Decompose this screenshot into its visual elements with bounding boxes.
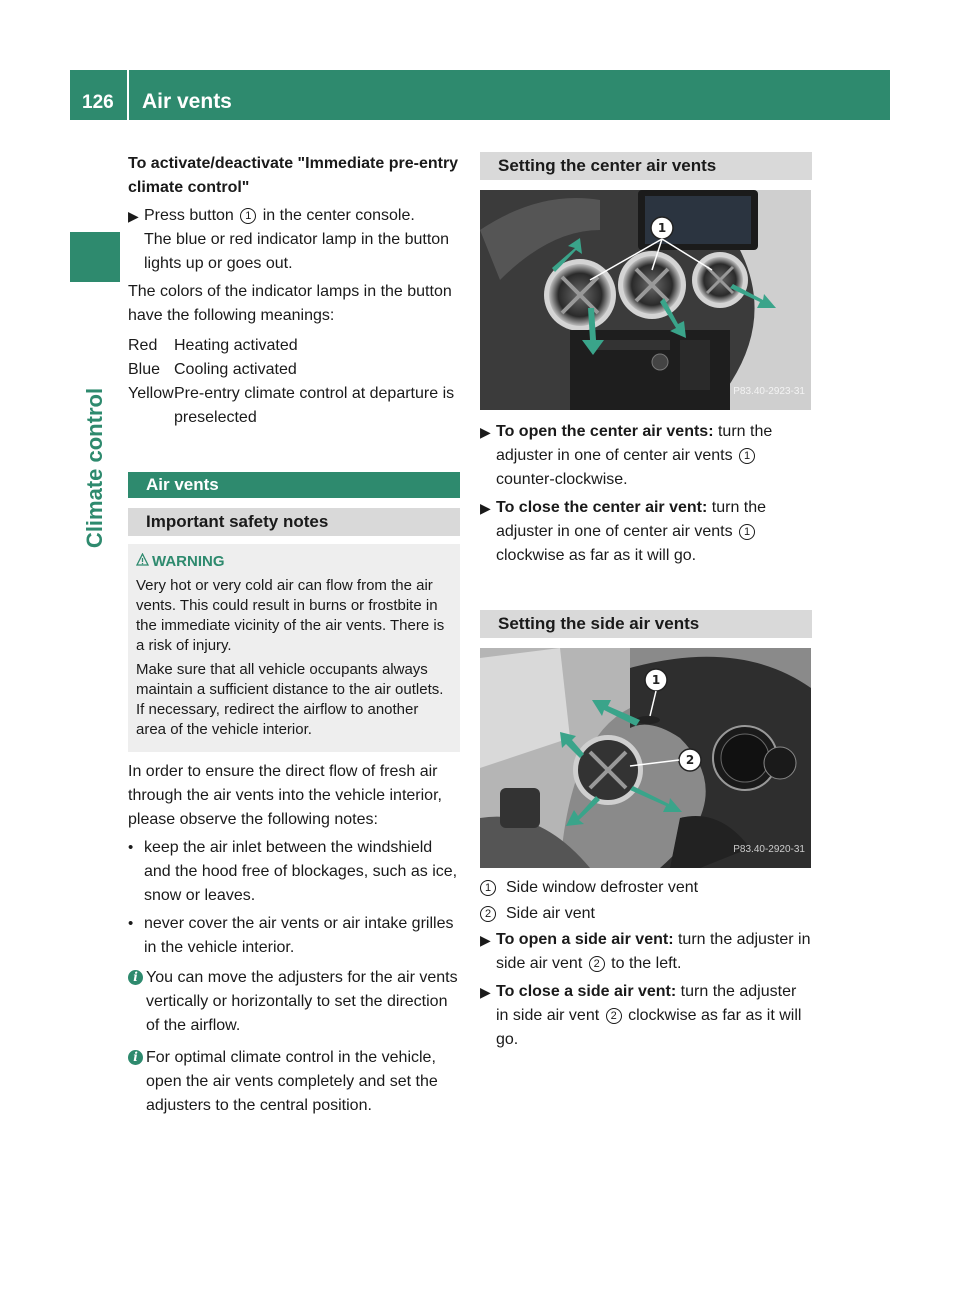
step-close-center-text-b: clockwise as far as it will go. [496,547,697,564]
arrow-marker-icon: ▶ [480,500,491,516]
info-text-1: You can move the adjusters for the air vents vertically or horizontally to set the direction of the airflow. [146,969,458,1034]
svg-text:1: 1 [657,221,667,235]
callout-1-icon: 1 [240,208,256,224]
chapter-label-text: Climate control [82,387,107,548]
step-close-side-label: To close a side air vent: [496,983,677,1000]
color-cell: Blue [128,361,161,378]
warning-paragraph-2: Make sure that all vehicle occupants always maintain a sufficient distance to the air outlets. If necessary, redirect the airflow to another area of the vehicle interior. [136,661,444,738]
bullet-text: never cover the air vents or air intake grilles in the vehicle interior. [144,915,454,956]
color-cell: Red [128,337,158,354]
callout-1-icon: 1 [739,448,755,464]
arrow-marker-icon: ▶ [480,932,491,948]
callout-1-icon: 1 [480,880,496,896]
side-vents-illustration [480,648,811,868]
info-icon: i [128,970,143,985]
step-open-side-label: To open a side air vent: [496,931,674,948]
page-number: 126 [82,92,114,113]
info-text-2: For optimal climate control in the vehicle, open the air vents completely and set the adjusters to the central position. [146,1049,438,1114]
center-vents-figure [480,190,811,410]
step-open-side-text-a: turn the adjuster in side air vent [496,931,811,972]
safety-notes-bar: Important safety notes [128,508,460,536]
svg-text:2: 2 [685,753,695,767]
svg-text:1: 1 [651,673,661,687]
warning-title: WARNING [152,553,225,570]
center-vents-bar: Setting the center air vents [480,152,812,180]
side-vents-bar: Setting the side air vents [480,610,812,638]
step-open-center-label: To open the center air vents: [496,423,714,440]
step-press-tail: in the center console. [262,207,415,224]
table-row [128,334,460,358]
callout-1-icon: 1 [739,524,755,540]
callout-2-icon: 2 [589,956,605,972]
step-close-side [480,980,812,1052]
step-open-center-text-b: counter-clockwise. [496,471,628,488]
side-vents-figure [480,648,811,868]
info-icon: i [128,1050,143,1065]
figure-code: P83.40-2920-31 [733,844,805,855]
legend-item-1 [480,876,812,900]
legend-text-1: Side window defroster vent [506,879,699,896]
bullet-icon: • [128,839,134,856]
color-cell: Yellow [128,385,174,402]
bullet-icon: • [128,915,134,932]
arrow-marker-icon: ▶ [128,208,139,224]
legend-item-2 [480,902,812,926]
center-vents-illustration [480,190,811,410]
step-open-side-text-b: to the left. [611,955,682,972]
list-item [128,836,460,908]
warning-paragraph-1: Very hot or very cold air can flow from the air vents. This could result in burns or frostbite in the immediate vicinity of the air vents. There is a risk of injury. [136,577,445,654]
callout-2-icon: 2 [480,906,496,922]
list-item [128,912,460,960]
bullet-text: keep the air inlet between the windshield and the hood free of blockages, such as ice, snow or leaves. [144,839,458,904]
page-header [70,70,890,120]
chapter-tab [70,232,120,282]
right-column [480,152,812,1056]
order-intro: In order to ensure the direct flow of fresh air through the air vents into the vehicle interior, please observe the following notes: [128,763,442,828]
warning-triangle-icon [136,553,149,566]
section-title: Air vents [142,90,232,113]
step-close-center-label: To close the center air vent: [496,499,708,516]
header-divider [127,70,129,120]
meaning-cell: Cooling activated [174,361,297,378]
step-open-center-text-a: turn the adjuster in one of center air vents [496,423,773,464]
step-open-side [480,928,812,976]
warning-box [128,544,460,752]
figure-code: P83.40-2923-31 [733,386,805,397]
step-close-side-text-a: turn the adjuster in side air vent [496,983,797,1024]
arrow-marker-icon: ▶ [480,424,491,440]
step-close-side-text-b: clockwise as far as it will go. [496,1007,802,1048]
step-press-text: Press button [144,207,234,224]
air-vents-bar: Air vents [128,472,460,498]
activate-heading: To activate/deactivate "Immediate pre-entry climate control" [128,155,459,196]
step-close-center [480,496,812,568]
info-note-2 [128,1046,460,1118]
table-row [128,358,460,382]
legend-text-2: Side air vent [506,905,595,922]
meaning-cell: Heating activated [174,337,298,354]
colors-intro: The colors of the indicator lamps in the button have the following meanings: [128,283,452,324]
warning-heading [136,552,452,572]
chapter-label [70,295,120,640]
indicator-meanings-table [128,334,460,430]
step-close-center-text-a: turn the adjuster in one of center air vents [496,499,767,540]
step-press-result: The blue or red indicator lamp in the button lights up or goes out. [144,231,450,272]
table-row [128,382,460,430]
left-column [128,152,460,1126]
arrow-marker-icon: ▶ [480,984,491,1000]
step-press-button [128,204,460,276]
info-note-1 [128,966,460,1038]
callout-2-icon: 2 [606,1008,622,1024]
meaning-cell: Pre-entry climate control at departure is preselected [174,385,455,426]
step-open-center [480,420,812,492]
